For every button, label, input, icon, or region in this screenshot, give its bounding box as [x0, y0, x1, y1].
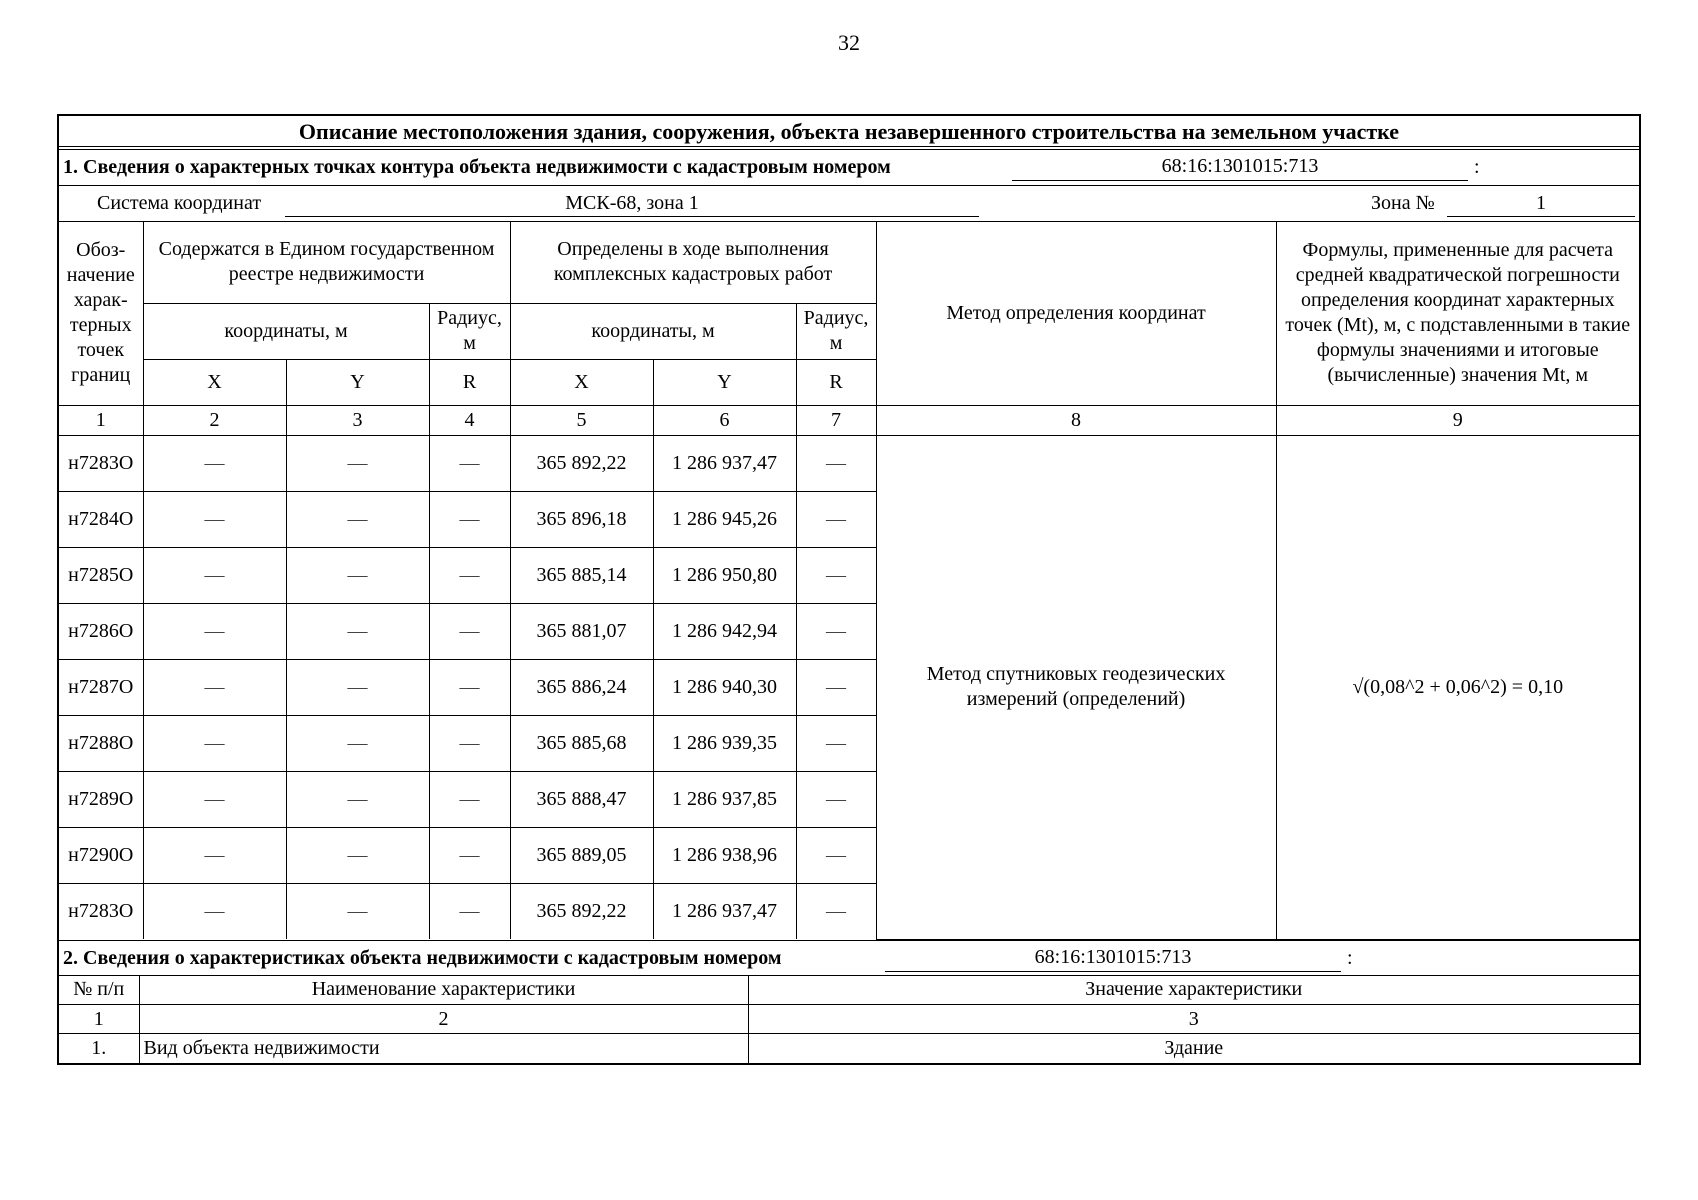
- header-det-coords: координаты, м: [510, 303, 796, 359]
- header-det-radius: Радиус, м: [796, 303, 876, 359]
- det-x: 365 885,14: [510, 547, 653, 603]
- point-name: н7289О: [59, 771, 143, 827]
- characteristic-name: Вид объекта недвижимости: [139, 1034, 748, 1063]
- header-egrn-radius: Радиус, м: [429, 303, 510, 359]
- header-egrn: Содержатся в Едином государственном реестре недвижимости: [143, 222, 510, 303]
- table-row: [59, 435, 1639, 491]
- points-table: [59, 222, 1639, 940]
- det-y: 1 286 938,96: [653, 827, 796, 883]
- egrn-r: —: [429, 491, 510, 547]
- egrn-y: —: [286, 491, 429, 547]
- egrn-y: —: [286, 603, 429, 659]
- section1-header: [59, 150, 1639, 186]
- egrn-y: —: [286, 883, 429, 939]
- egrn-r: —: [429, 715, 510, 771]
- header-egrn-y: Y: [286, 359, 429, 405]
- col-number: 3: [286, 405, 429, 435]
- section1-label: 1. Сведения о характерных точках контура объекта недвижимости с кадастровым номером: [63, 156, 891, 178]
- det-y: 1 286 945,26: [653, 491, 796, 547]
- col-number: 8: [876, 405, 1276, 435]
- header-determined: Определены в ходе выполнения комплексных кадастровых работ: [510, 222, 876, 303]
- col-number: 4: [429, 405, 510, 435]
- header-value: Значение характеристики: [748, 976, 1639, 1005]
- formula-value: √(0,08^2 + 0,06^2) = 0,10: [1276, 435, 1639, 939]
- egrn-r: —: [429, 827, 510, 883]
- egrn-r: —: [429, 659, 510, 715]
- col-number: 2: [139, 1005, 748, 1034]
- det-y: 1 286 939,35: [653, 715, 796, 771]
- det-x: 365 886,24: [510, 659, 653, 715]
- egrn-y: —: [286, 547, 429, 603]
- egrn-r: —: [429, 547, 510, 603]
- egrn-x: —: [143, 547, 286, 603]
- det-y: 1 286 937,47: [653, 883, 796, 939]
- column-numbers-row: [59, 405, 1639, 435]
- det-r: —: [796, 659, 876, 715]
- point-name: н7283О: [59, 435, 143, 491]
- document-form: [57, 114, 1641, 1065]
- header-name: Наименование характеристики: [139, 976, 748, 1005]
- header-formula: Формулы, примененные для расчета средней квадратической погрешности определения координат характерных точек (Mt), м, с подставленными в такие формулы значениями и итоговые (вычисленные) значения Mt, м: [1276, 222, 1639, 405]
- det-r: —: [796, 491, 876, 547]
- egrn-r: —: [429, 883, 510, 939]
- point-name: н7283О: [59, 883, 143, 939]
- header-method: Метод определения координат: [876, 222, 1276, 405]
- det-y: 1 286 940,30: [653, 659, 796, 715]
- det-x: 365 881,07: [510, 603, 653, 659]
- point-name: н7284О: [59, 491, 143, 547]
- det-x: 365 892,22: [510, 883, 653, 939]
- point-name: н7287О: [59, 659, 143, 715]
- egrn-y: —: [286, 659, 429, 715]
- det-x: 365 896,18: [510, 491, 653, 547]
- egrn-x: —: [143, 603, 286, 659]
- row-num: 1.: [59, 1034, 139, 1063]
- det-y: 1 286 950,80: [653, 547, 796, 603]
- coord-system-value: МСК-68, зона 1: [285, 186, 979, 217]
- egrn-y: —: [286, 771, 429, 827]
- characteristics-table: [59, 976, 1639, 1063]
- det-x: 365 888,47: [510, 771, 653, 827]
- egrn-x: —: [143, 771, 286, 827]
- col-number: 2: [143, 405, 286, 435]
- characteristic-value: Здание: [748, 1034, 1639, 1063]
- coord-system-label: Система координат: [97, 192, 262, 214]
- egrn-x: —: [143, 659, 286, 715]
- col-number: 1: [59, 1005, 139, 1034]
- header-egrn-x: X: [143, 359, 286, 405]
- section2-cadastral-number: 68:16:1301015:713: [885, 941, 1341, 972]
- det-r: —: [796, 827, 876, 883]
- egrn-x: —: [143, 491, 286, 547]
- point-name: н7288О: [59, 715, 143, 771]
- section1-colon: :: [1474, 156, 1480, 178]
- coordinate-system-row: [59, 186, 1639, 222]
- col-number: 3: [748, 1005, 1639, 1034]
- egrn-y: —: [286, 435, 429, 491]
- egrn-x: —: [143, 883, 286, 939]
- egrn-r: —: [429, 435, 510, 491]
- det-r: —: [796, 715, 876, 771]
- zone-label: Зона №: [1371, 192, 1435, 214]
- point-name: н7285О: [59, 547, 143, 603]
- point-name: н7286О: [59, 603, 143, 659]
- egrn-y: —: [286, 715, 429, 771]
- zone-value: 1: [1447, 186, 1635, 217]
- column-numbers-row: [59, 1005, 1639, 1034]
- header-det-r: R: [796, 359, 876, 405]
- det-x: 365 885,68: [510, 715, 653, 771]
- det-y: 1 286 937,85: [653, 771, 796, 827]
- header-det-x: X: [510, 359, 653, 405]
- document-title: Описание местоположения здания, сооружения, объекта незавершенного строительства на земельном участке: [59, 116, 1639, 150]
- egrn-x: —: [143, 715, 286, 771]
- det-y: 1 286 942,94: [653, 603, 796, 659]
- header-point-designation: Обоз-начение харак-терных точек границ: [59, 222, 143, 405]
- section2-label: 2. Сведения о характеристиках объекта недвижимости с кадастровым номером: [63, 946, 782, 969]
- col-number: 5: [510, 405, 653, 435]
- det-r: —: [796, 435, 876, 491]
- det-r: —: [796, 603, 876, 659]
- det-y: 1 286 937,47: [653, 435, 796, 491]
- page-number: 32: [838, 30, 860, 55]
- col-number: 1: [59, 405, 143, 435]
- det-r: —: [796, 883, 876, 939]
- header-num: № п/п: [59, 976, 139, 1005]
- header-egrn-r: R: [429, 359, 510, 405]
- point-name: н7290О: [59, 827, 143, 883]
- det-r: —: [796, 771, 876, 827]
- method-value: Метод спутниковых геодезических измерений (определений): [876, 435, 1276, 939]
- egrn-x: —: [143, 435, 286, 491]
- section2-header: [59, 940, 1639, 976]
- det-x: 365 889,05: [510, 827, 653, 883]
- header-det-y: Y: [653, 359, 796, 405]
- egrn-r: —: [429, 603, 510, 659]
- header-egrn-coords: координаты, м: [143, 303, 429, 359]
- col-number: 9: [1276, 405, 1639, 435]
- egrn-x: —: [143, 827, 286, 883]
- section1-cadastral-number: 68:16:1301015:713: [1012, 150, 1468, 181]
- egrn-y: —: [286, 827, 429, 883]
- egrn-r: —: [429, 771, 510, 827]
- det-x: 365 892,22: [510, 435, 653, 491]
- det-r: —: [796, 547, 876, 603]
- col-number: 6: [653, 405, 796, 435]
- col-number: 7: [796, 405, 876, 435]
- section2-colon: :: [1347, 946, 1353, 969]
- table-row: [59, 1034, 1639, 1063]
